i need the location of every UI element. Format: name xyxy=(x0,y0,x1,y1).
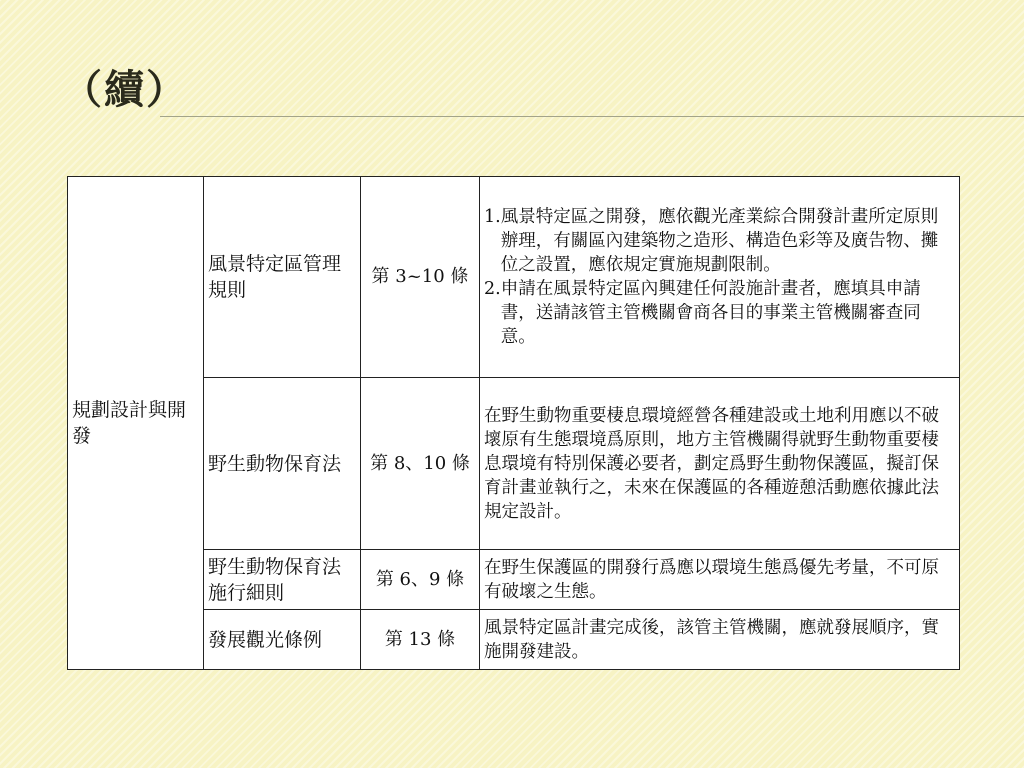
regulation-table xyxy=(67,176,960,670)
content-list-item xyxy=(484,277,955,349)
slide-title: （續） xyxy=(62,66,188,113)
law-name-cell: 風景特定區管理規則 xyxy=(204,177,361,378)
content-cell xyxy=(480,177,960,378)
category-cell: 規劃設計與開發 xyxy=(68,177,204,670)
content-cell: 在野生動物重要棲息環境經營各種建設或土地利用應以不破壞原有生態環境爲原則，地方主管機關得就野生動物重要棲息環境有特別保護必要者，劃定爲野生動物保護區，擬訂保育計畫並執行之，未來在保護區的各種遊憩活動應依據此法規定設計。 xyxy=(480,378,960,550)
item-text: 申請在風景特定區內興建任何設施計畫者，應填具申請書，送請該管主管機關會商各目的事業主管機關審查同意。 xyxy=(500,279,921,347)
item-number: 1. xyxy=(484,207,501,227)
content-cell: 風景特定區計畫完成後，該管主管機關，應就發展順序，實施開發建設。 xyxy=(480,610,960,670)
title-divider xyxy=(160,116,1024,117)
article-cell: 第 3~10 條 xyxy=(361,177,480,378)
table-row xyxy=(68,177,960,378)
article-cell: 第 6、9 條 xyxy=(361,550,480,610)
law-name-cell: 野生動物保育法 xyxy=(204,378,361,550)
law-name-cell: 發展觀光條例 xyxy=(204,610,361,670)
content-list-item xyxy=(484,205,955,277)
article-cell: 第 13 條 xyxy=(361,610,480,670)
item-text: 風景特定區之開發，應依觀光產業綜合開發計畫所定原則辦理，有關區內建築物之造形、構造色彩等及廣告物、攤位之設置，應依規定實施規劃限制。 xyxy=(500,207,939,275)
regulation-table-image xyxy=(67,176,959,669)
law-name-cell: 野生動物保育法施行細則 xyxy=(204,550,361,610)
content-cell: 在野生保護區的開發行爲應以環境生態爲優先考量，不可原有破壞之生態。 xyxy=(480,550,960,610)
article-cell: 第 8、10 條 xyxy=(361,378,480,550)
item-number: 2. xyxy=(484,279,501,299)
